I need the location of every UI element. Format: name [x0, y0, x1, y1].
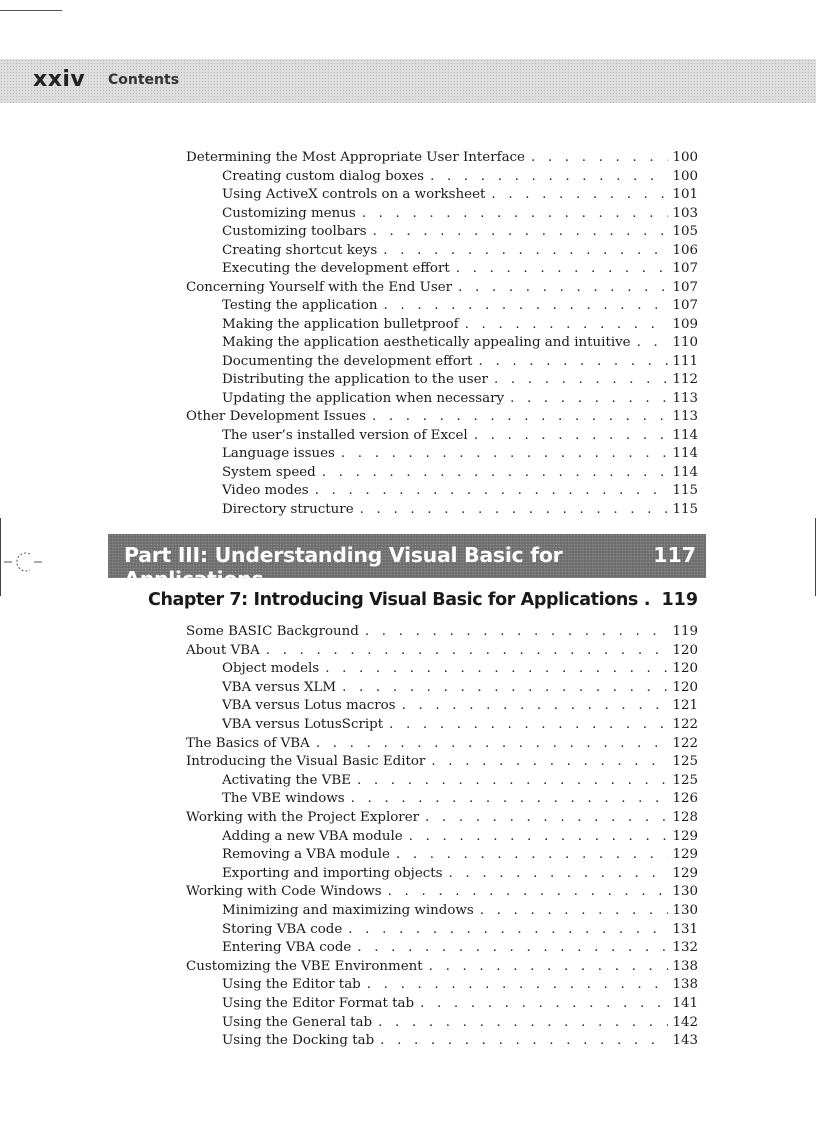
toc-entry-page: 115 — [672, 483, 698, 498]
crop-mark-left — [0, 518, 1, 596]
toc-entry-title: Minimizing and maximizing windows — [222, 903, 474, 918]
toc-entry-page: 100 — [672, 168, 698, 184]
dot-leader — [510, 390, 668, 408]
toc-entry-page: 132 — [672, 940, 698, 956]
toc-entry[interactable] — [222, 1032, 698, 1050]
dot-leader — [342, 679, 668, 697]
toc-entry-title: The Basics of VBA — [186, 735, 310, 751]
toc-entry-page: 106 — [672, 242, 698, 258]
dot-leader — [316, 735, 669, 753]
toc-entry[interactable] — [186, 735, 698, 753]
toc-entry[interactable] — [222, 242, 698, 260]
toc-entry[interactable] — [222, 679, 698, 697]
toc-entry-page: 120 — [672, 642, 698, 658]
dot-leader — [388, 883, 669, 901]
toc-entry-page: 107 — [672, 279, 698, 295]
toc-entry-title: Using the Editor tab — [222, 977, 361, 993]
toc-entry-title: Activating the VBE — [222, 772, 351, 788]
toc-entry-title: Video modes — [222, 483, 309, 498]
toc-entry-page: 107 — [672, 298, 698, 313]
toc-entry-title: VBA versus XLM — [222, 679, 337, 695]
toc-entry-title: VBA versus LotusScript — [222, 717, 384, 732]
toc-entry-title: About VBA — [186, 642, 260, 658]
dot-leader — [383, 242, 668, 260]
toc-entry-page: 130 — [672, 903, 698, 918]
toc-entry-page: 114 — [672, 446, 698, 461]
toc-entry-page: 128 — [672, 810, 698, 825]
toc-entry-title: Concerning Yourself with the End User — [186, 279, 453, 295]
toc-entry[interactable] — [222, 353, 698, 371]
dot-leader — [384, 297, 669, 315]
toc-entry[interactable] — [186, 642, 698, 660]
toc-entry-title: Creating custom dialog boxes — [222, 168, 425, 184]
toc-entry-page: 107 — [672, 261, 698, 276]
dot-leader — [458, 279, 668, 297]
dot-leader — [409, 828, 669, 846]
toc-entry-title: Using ActiveX controls on a worksheet — [222, 187, 486, 202]
toc-entry-title: Executing the development effort — [222, 261, 450, 276]
toc-entry-page: 129 — [672, 828, 698, 844]
toc-entry-page: 138 — [672, 977, 698, 993]
toc-entry-page: 125 — [672, 754, 698, 770]
toc-entry-page: 122 — [672, 735, 698, 751]
dot-leader — [367, 976, 669, 994]
toc-entry-page: 100 — [672, 150, 698, 165]
dot-leader — [362, 205, 669, 223]
toc-entry[interactable] — [186, 149, 698, 167]
dot-leader — [266, 642, 669, 660]
dot-leader — [315, 482, 669, 500]
toc-entry-page: 122 — [672, 717, 698, 732]
toc-entry[interactable] — [186, 623, 698, 641]
toc-entry-page: 113 — [672, 390, 698, 406]
toc-entry-title: Object models — [222, 661, 320, 677]
toc-entry-title: Customizing menus — [222, 205, 356, 221]
toc-entry-title: Working with the Project Explorer — [186, 810, 420, 825]
dot-leader — [465, 316, 669, 334]
toc-entry-title: VBA versus Lotus macros — [222, 698, 396, 714]
toc-entry[interactable] — [186, 883, 698, 901]
toc-entry[interactable] — [222, 223, 698, 241]
toc-entry-title: Distributing the application to the user — [222, 372, 488, 387]
toc-entry[interactable] — [222, 790, 698, 808]
toc-entry[interactable] — [186, 753, 698, 771]
toc-entry[interactable] — [222, 260, 698, 278]
toc-entry-page: 110 — [672, 335, 698, 350]
page-number: xxiv — [33, 67, 86, 92]
dot-leader — [430, 168, 668, 186]
toc-entry-page: 125 — [672, 772, 698, 788]
toc-entry-page: 119 — [672, 624, 698, 639]
toc-entry[interactable] — [222, 902, 698, 920]
toc-entry-title: Adding a new VBA module — [222, 828, 403, 844]
toc-entry-page: 103 — [672, 205, 698, 221]
toc-entry[interactable] — [186, 408, 698, 426]
toc-entry[interactable] — [186, 809, 698, 827]
toc-entry-title: Other Development Issues — [186, 409, 366, 424]
toc-entry-page: 142 — [672, 1014, 698, 1030]
toc-entry-title: Making the application bulletproof — [222, 316, 459, 332]
toc-entry-title: Creating shortcut keys — [222, 242, 378, 258]
toc-entry[interactable] — [222, 995, 698, 1013]
running-header — [0, 59, 816, 103]
toc-entry-title: Entering VBA code — [222, 940, 352, 956]
toc-entry-title: Storing VBA code — [222, 921, 343, 937]
toc-entry-page: 131 — [672, 921, 698, 937]
toc-entry[interactable] — [222, 501, 698, 519]
dot-leader — [373, 223, 669, 241]
dot-leader — [531, 149, 668, 167]
dot-leader — [357, 772, 668, 790]
toc-entry[interactable] — [222, 772, 698, 790]
dot-leader — [425, 809, 668, 827]
toc-entry-page: 113 — [672, 409, 698, 424]
chapter-heading[interactable] — [148, 590, 698, 618]
toc-entry-page: 130 — [672, 884, 698, 900]
toc-entry-title: Customizing toolbars — [222, 224, 367, 239]
toc-entry[interactable] — [222, 390, 698, 408]
dot-leader — [456, 260, 669, 278]
dot-leader — [494, 371, 668, 389]
toc-entry-page: 138 — [672, 958, 698, 974]
toc-entry-title: Making the application aesthetically appealing and intuitive — [222, 335, 631, 350]
toc-entry[interactable] — [222, 186, 698, 204]
toc-entry-title: Testing the application — [222, 298, 378, 313]
dot-leader — [480, 902, 669, 920]
dot-leader — [357, 939, 668, 957]
toc-entry[interactable] — [222, 168, 698, 186]
toc-entry-page: 109 — [672, 316, 698, 332]
dot-leader — [351, 790, 669, 808]
toc-entry[interactable] — [222, 427, 698, 445]
toc-entry-page: 129 — [672, 847, 698, 863]
section-title: Contents — [108, 72, 180, 88]
dot-leader — [348, 921, 668, 939]
chapter-title: Chapter 7: Introducing Visual Basic for Applications — [148, 590, 638, 610]
dot-leader — [431, 753, 668, 771]
toc-entry[interactable] — [222, 464, 698, 482]
toc-entry-page: 115 — [672, 501, 698, 517]
dot-leader — [378, 1014, 668, 1032]
toc-entry-title: System speed — [222, 464, 316, 480]
crop-mark-top — [0, 10, 62, 11]
toc-entry[interactable] — [222, 865, 698, 883]
toc-entry-title: Determining the Most Appropriate User Interface — [186, 150, 525, 165]
toc-entry[interactable] — [222, 316, 698, 334]
part-title: Part III: Understanding Visual Basic for Applications — [124, 543, 563, 591]
toc-entry-title: Some BASIC Background — [186, 624, 359, 639]
toc-entry-title: Customizing the VBE Environment — [186, 958, 423, 974]
toc-entry[interactable] — [222, 334, 698, 352]
toc-entry-page: 129 — [672, 865, 698, 881]
dot-leader — [420, 995, 668, 1013]
dot-leader — [479, 353, 669, 371]
dot-leader — [402, 697, 669, 715]
toc-entry-title: Exporting and importing objects — [222, 865, 443, 881]
toc-entry[interactable] — [186, 279, 698, 297]
toc-entry[interactable] — [222, 297, 698, 315]
toc-entry[interactable] — [222, 482, 698, 500]
dot-leader — [637, 334, 669, 352]
toc-entry-page: 112 — [672, 372, 698, 387]
dot-leader — [322, 464, 669, 482]
toc-entry-title: Using the Docking tab — [222, 1033, 375, 1049]
toc-entry-title: Documenting the development effort — [222, 353, 473, 369]
toc-entry[interactable] — [186, 958, 698, 976]
toc-entry-title: Using the General tab — [222, 1014, 373, 1030]
toc-entry-title: The VBE windows — [222, 791, 345, 807]
toc-entry-title: Language issues — [222, 446, 335, 461]
toc-entry[interactable] — [222, 445, 698, 463]
toc-entry-page: 101 — [672, 187, 698, 202]
toc-entry-page: 114 — [672, 427, 698, 443]
dot-leader — [372, 408, 668, 426]
dot-leader — [365, 623, 669, 641]
dot-leader — [380, 1032, 668, 1050]
part-banner[interactable] — [108, 534, 706, 591]
toc-entry-page: 120 — [672, 679, 698, 695]
dot-leader — [491, 186, 668, 204]
toc-entry[interactable] — [222, 205, 698, 223]
toc-entry-page: 126 — [672, 791, 698, 807]
dot-leader — [341, 445, 669, 463]
registration-mark-icon — [4, 547, 44, 577]
toc-entry-page: 111 — [672, 353, 698, 369]
toc-entry-page: 120 — [672, 661, 698, 677]
toc-entry[interactable] — [222, 921, 698, 939]
toc-entry[interactable] — [222, 697, 698, 715]
toc-entry[interactable] — [222, 846, 698, 864]
toc-entry[interactable] — [222, 976, 698, 994]
dot-leader — [360, 501, 669, 519]
toc-entry-title: Directory structure — [222, 501, 354, 517]
dot-leader — [389, 716, 668, 734]
chapter-page-number: 119 — [661, 590, 698, 610]
dot-leader — [449, 865, 669, 883]
dot-leader — [396, 846, 669, 864]
toc-entry-page: 105 — [672, 224, 698, 239]
toc-entry-title: Using the Editor Format tab — [222, 996, 415, 1011]
toc-entry-title: The user’s installed version of Excel — [222, 427, 468, 443]
dot-leader — [325, 660, 668, 678]
part-page-number: 117 — [653, 543, 696, 567]
toc-entry-page: 143 — [672, 1033, 698, 1049]
toc-entry-title: Introducing the Visual Basic Editor — [186, 754, 426, 770]
toc-entry-page: 121 — [672, 698, 698, 714]
toc-entry[interactable] — [222, 716, 698, 734]
toc-entry[interactable] — [222, 371, 698, 389]
toc-entry[interactable] — [222, 660, 698, 678]
dot-leader — [474, 427, 669, 445]
toc-entry-title: Updating the application when necessary — [222, 390, 505, 406]
toc-entry[interactable] — [222, 1014, 698, 1032]
dot-leader — [644, 590, 658, 610]
toc-entry[interactable] — [222, 828, 698, 846]
toc-entry-page: 141 — [672, 996, 698, 1011]
toc-entry-page: 114 — [672, 464, 698, 480]
toc-entry-title: Working with Code Windows — [186, 884, 382, 900]
dot-leader — [429, 958, 669, 976]
toc-entry[interactable] — [222, 939, 698, 957]
toc-entry-title: Removing a VBA module — [222, 847, 390, 863]
